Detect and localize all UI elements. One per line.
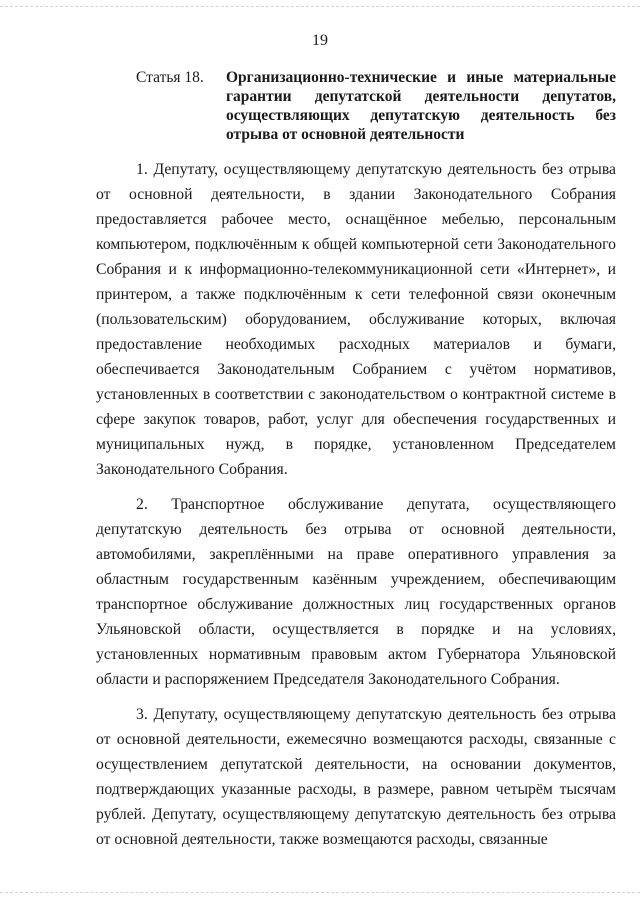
page-number: 19 xyxy=(312,32,328,49)
paragraph-1: 1. Депутату, осуществляющему депутатскую деятельность без отрыва от основной деятельности, в здании Законодательного Собрания предоставляется рабочее место, оснащённое мебелью, персональным компьютером, подключённым к общей компьютерной сети Законодательного Собрания и к информационно-телекоммуникационной сети «Интернет», и принтером, а также подключённым к сети телефонной связи оконечным (пользовательским) оборудованием, обслуживание которых, включая предоставление необходимых расходных материалов и бумаги, обеспечивается Законодательным Собранием с учётом нормативов, установленных в соответствии с законодательством о контрактной системе в сфере закупок товаров, работ, услуг для обеспечения государственных и муниципальных нужд, в порядке, установленном Председателем Законодательного Собрания. xyxy=(96,161,616,478)
article-title: Организационно-технические и иные материальные гарантии депутатской деятельности депутатов, осуществляющих депутатскую деятельность без отрыва от основной деятельности xyxy=(226,69,616,143)
scan-edge-top xyxy=(0,6,640,8)
paragraph-2: 2. Транспортное обслуживание депутата, осуществляющего депутатскую деятельность без отрыва от основной деятельности, автомобилями, закреплёнными на праве оперативного управления за областным государственным казённым учреждением, обеспечивающим транспортное обслуживание должностных лиц государственных органов Ульяновской области, осуществляется в порядке и на условиях, установленных нормативным правовым актом Губернатора Ульяновской области и распоряжением Председателя Законодательного Собрания. xyxy=(96,496,616,688)
scan-edge-bottom xyxy=(0,892,640,894)
article-label: Статья 18. xyxy=(136,69,204,86)
paragraph-3: 3. Депутату, осуществляющему депутатскую деятельность без отрыва от основной деятельности, ежемесячно возмещаются расходы, связанные с осуществлением депутатской деятельности, на основании документов, подтверждающих указанные расходы, в размере, равном четырём тысячам рублей. Депутату, осуществляющему депутатскую деятельность без отрыва от основной деятельности, также возмещаются расходы, связанные xyxy=(96,706,616,848)
article-heading xyxy=(136,68,616,144)
article-body xyxy=(96,157,616,862)
